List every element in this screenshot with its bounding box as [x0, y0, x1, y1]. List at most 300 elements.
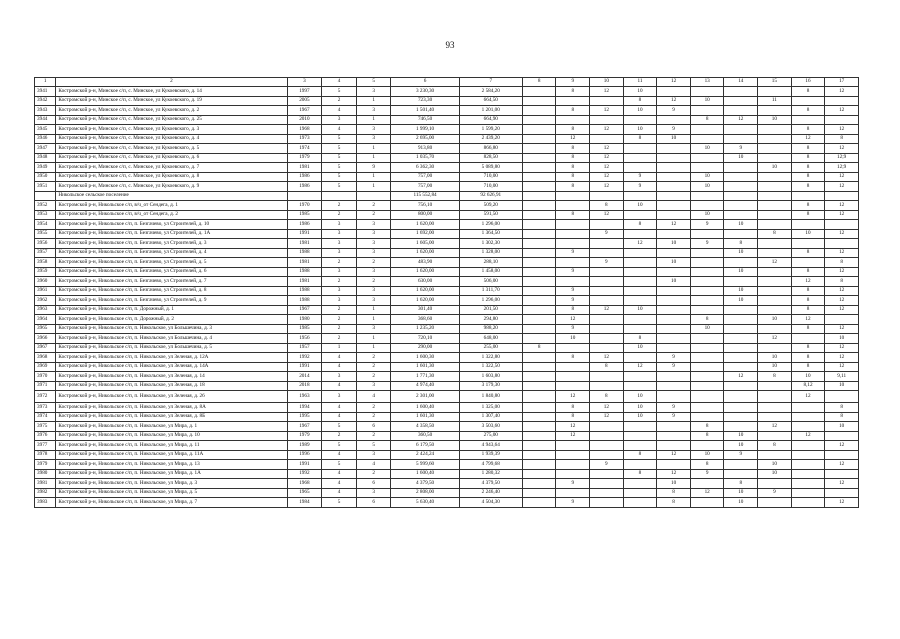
table-cell: 3941 — [35, 87, 56, 97]
table-cell — [758, 248, 792, 258]
table-cell: 8 — [791, 296, 825, 306]
table-cell — [556, 469, 590, 479]
table-cell — [522, 258, 556, 268]
table-cell — [690, 125, 724, 135]
table-cell: 1981 — [287, 239, 322, 249]
table-cell — [690, 134, 724, 144]
table-cell: 9 — [758, 488, 792, 498]
table-cell: 3975 — [35, 422, 56, 432]
table-cell — [556, 191, 590, 201]
table-cell: 8 — [690, 431, 724, 441]
table-cell: 3966 — [35, 334, 56, 344]
table-cell: 3 230,30 — [391, 87, 459, 97]
table-cell: Костромской р-н, Никольское с/п, п. Никольское, ул Мира, д. 13 — [56, 460, 287, 470]
table-cell — [657, 248, 691, 258]
table-cell — [758, 153, 792, 163]
table-cell: 3 — [322, 248, 357, 258]
table-cell: 509,20 — [459, 201, 522, 211]
table-cell: 9 — [556, 498, 590, 508]
table-cell: 10 — [724, 441, 758, 451]
table-cell: 10 — [825, 381, 859, 391]
table-cell — [657, 115, 691, 125]
table-cell: 1973 — [287, 134, 322, 144]
table-cell — [556, 460, 590, 470]
table-cell: 8 — [623, 469, 657, 479]
table-cell: 12 — [590, 87, 624, 97]
table-cell — [522, 372, 556, 382]
table-cell — [724, 277, 758, 287]
table-cell — [724, 334, 758, 344]
table-cell — [724, 87, 758, 97]
table-cell: 10 — [724, 488, 758, 498]
table-cell: 10 — [623, 412, 657, 422]
column-header: 12 — [657, 78, 691, 87]
table-cell: 1 600,40 — [391, 469, 459, 479]
table-cell — [623, 441, 657, 451]
table-cell: 8 — [825, 258, 859, 268]
table-cell: 1 458,00 — [459, 267, 522, 277]
table-cell: 1992 — [287, 353, 322, 363]
table-row — [35, 106, 859, 116]
table-row — [35, 324, 859, 334]
table-cell — [690, 258, 724, 268]
table-cell: 10 — [623, 403, 657, 413]
table-cell: 12 — [556, 391, 590, 403]
table-cell: 2 — [356, 412, 391, 422]
table-cell: 1 — [356, 334, 391, 344]
table-cell: 3 — [356, 220, 391, 230]
table-cell: 12 — [556, 134, 590, 144]
table-cell: 4 799,68 — [459, 460, 522, 470]
table-cell — [590, 324, 624, 334]
table-cell — [657, 87, 691, 97]
table-row — [35, 182, 859, 192]
table-cell: 368,60 — [391, 315, 459, 325]
table-cell — [522, 422, 556, 432]
table-cell: 10 — [623, 87, 657, 97]
table-cell: 3973 — [35, 403, 56, 413]
table-cell — [791, 422, 825, 432]
table-cell — [522, 286, 556, 296]
column-header: 3 — [287, 78, 322, 87]
table-cell — [758, 296, 792, 306]
table-cell: Костромской р-н, Никольское с/п, п. Никольское, ул Зеленая, д. 26 — [56, 391, 287, 403]
table-cell: 1979 — [287, 153, 322, 163]
table-cell — [758, 450, 792, 460]
table-cell: 10 — [724, 220, 758, 230]
table-cell: 12 — [590, 172, 624, 182]
table-cell: 2 — [356, 258, 391, 268]
table-cell: 8 — [791, 362, 825, 372]
table-cell — [623, 258, 657, 268]
table-cell: 12 — [791, 134, 825, 144]
table-cell: 12 — [556, 315, 590, 325]
table-cell — [657, 144, 691, 154]
table-row — [35, 191, 859, 201]
table-cell — [590, 450, 624, 460]
table-cell: Костромской р-н, Никольское с/п, в/ч_от Сендега, д. 1 — [56, 201, 287, 211]
table-cell: Костромской р-н, Минское с/п, с. Минское, ул Кукоевского, д. 4 — [56, 134, 287, 144]
table-cell — [791, 191, 825, 201]
table-cell — [522, 248, 556, 258]
table-cell: 8 — [791, 305, 825, 315]
table-row — [35, 172, 859, 182]
table-cell — [657, 229, 691, 239]
table-cell: 2 — [356, 372, 391, 382]
table-cell — [791, 488, 825, 498]
table-cell: 8 — [556, 106, 590, 116]
table-cell — [657, 422, 691, 432]
table-cell — [791, 220, 825, 230]
table-cell — [758, 277, 792, 287]
table-cell: 12 — [825, 498, 859, 508]
table-cell — [623, 422, 657, 432]
table-cell — [522, 115, 556, 125]
table-cell: 8 — [791, 210, 825, 220]
table-cell: 8 — [758, 441, 792, 451]
table-cell — [825, 431, 859, 441]
table-cell — [623, 144, 657, 154]
table-cell — [758, 191, 792, 201]
table-cell — [623, 353, 657, 363]
table-cell: 8 — [590, 201, 624, 211]
table-cell: 12 — [556, 422, 590, 432]
table-cell: 12 — [724, 115, 758, 125]
table-cell: 12 — [590, 403, 624, 413]
table-cell: 10 — [657, 479, 691, 489]
table-cell — [590, 115, 624, 125]
table-row — [35, 353, 859, 363]
table-cell: 8 — [590, 391, 624, 403]
table-cell: 913,80 — [391, 144, 459, 154]
table-cell — [690, 277, 724, 287]
table-cell — [690, 153, 724, 163]
table-cell — [623, 267, 657, 277]
table-cell: 8 — [556, 87, 590, 97]
table-row — [35, 96, 859, 106]
table-cell: 3956 — [35, 239, 56, 249]
table-cell: 4 — [322, 488, 357, 498]
table-cell: 12 — [825, 229, 859, 239]
table-cell — [825, 96, 859, 106]
table-cell: 1 296,00 — [459, 296, 522, 306]
table-cell — [791, 403, 825, 413]
table-cell: 8 — [623, 450, 657, 460]
table-cell: 2 — [322, 277, 357, 287]
table-cell: 1 235,20 — [391, 324, 459, 334]
table-cell: 6 — [356, 479, 391, 489]
table-cell: 2 — [322, 315, 357, 325]
table-cell — [590, 191, 624, 201]
table-cell — [690, 381, 724, 391]
table-cell: 9 — [623, 172, 657, 182]
housing-register-table — [34, 77, 859, 508]
table-cell — [724, 343, 758, 353]
table-cell — [758, 172, 792, 182]
table-row — [35, 362, 859, 372]
table-cell — [590, 372, 624, 382]
column-header: 11 — [623, 78, 657, 87]
page-number: 93 — [445, 40, 455, 50]
table-row — [35, 469, 859, 479]
table-cell: 3949 — [35, 163, 56, 173]
table-cell — [522, 163, 556, 173]
table-cell: 12 — [825, 125, 859, 135]
table-cell: 10 — [724, 267, 758, 277]
table-cell: 3 503,60 — [459, 422, 522, 432]
table-cell: 290,00 — [391, 343, 459, 353]
table-cell — [522, 239, 556, 249]
table-cell: 3963 — [35, 305, 56, 315]
table-cell: 3964 — [35, 315, 56, 325]
table-cell: Костромской р-н, Никольское с/п, п. Никольское, ул Большечина, д. 5 — [56, 343, 287, 353]
table-row — [35, 87, 859, 97]
table-cell: 201,50 — [459, 305, 522, 315]
table-cell — [724, 191, 758, 201]
table-cell: 12 — [825, 324, 859, 334]
table-cell: 9 — [657, 106, 691, 116]
table-cell: 12 — [825, 267, 859, 277]
table-cell: 1 939,39 — [459, 450, 522, 460]
table-cell: 1968 — [287, 125, 322, 135]
table-cell: 12 — [791, 391, 825, 403]
table-cell: 1 620,00 — [391, 267, 459, 277]
table-row — [35, 334, 859, 344]
table-cell: 1 — [356, 315, 391, 325]
table-cell: 9 — [556, 248, 590, 258]
table-row — [35, 343, 859, 353]
table-cell — [690, 372, 724, 382]
table-cell: 8 — [758, 372, 792, 382]
table-cell — [758, 305, 792, 315]
table-cell: Костромской р-н, Никольское с/п, п. Никольское, ул Мира, д. 3 — [56, 479, 287, 489]
table-cell — [590, 134, 624, 144]
table-cell: 1988 — [287, 248, 322, 258]
table-cell: 1995 — [287, 412, 322, 422]
table-cell: 3 — [322, 267, 357, 277]
table-cell: 10 — [724, 498, 758, 508]
table-cell — [657, 343, 691, 353]
table-cell — [590, 239, 624, 249]
table-cell — [724, 403, 758, 413]
table-cell — [690, 163, 724, 173]
table-cell: 1981 — [287, 163, 322, 173]
table-cell: 3 — [322, 296, 357, 306]
table-row — [35, 163, 859, 173]
table-cell: 10 — [690, 182, 724, 192]
table-cell: 8 — [623, 220, 657, 230]
table-cell: 866,80 — [459, 144, 522, 154]
table-cell: 4 358,50 — [391, 422, 459, 432]
table-cell: 3978 — [35, 450, 56, 460]
table-cell: Костромской р-н, Никольское с/п, п. Никольское, ул Зеленая, д. 8А — [56, 403, 287, 413]
table-row — [35, 381, 859, 391]
table-cell: 1968 — [287, 479, 322, 489]
table-cell: 4 — [322, 450, 357, 460]
table-cell: 2 — [322, 305, 357, 315]
table-row — [35, 460, 859, 470]
table-cell: 3983 — [35, 498, 56, 508]
table-cell: 5 — [322, 163, 357, 173]
table-cell — [791, 334, 825, 344]
table-cell — [522, 172, 556, 182]
table-cell: 1992 — [287, 469, 322, 479]
table-cell: 5 — [356, 441, 391, 451]
table-cell: 1994 — [287, 403, 322, 413]
table-cell — [690, 479, 724, 489]
table-cell: 12 — [825, 362, 859, 372]
table-cell: 8 — [825, 277, 859, 287]
table-cell: 12 — [825, 305, 859, 315]
table-cell — [657, 324, 691, 334]
table-cell: 12 — [825, 248, 859, 258]
table-cell: 3979 — [35, 460, 56, 470]
table-row — [35, 229, 859, 239]
table-cell: Костромской р-н, Минское с/п, с. Минское, ул Кукоевского, д. 19 — [56, 96, 287, 106]
table-cell: 4 — [322, 479, 357, 489]
table-cell: 1 035,70 — [391, 153, 459, 163]
table-cell: 12 — [590, 125, 624, 135]
table-cell: 2 — [322, 210, 357, 220]
table-cell — [758, 210, 792, 220]
table-cell: Костромской р-н, Минское с/п, с. Минское, ул Кукоевского, д. 5 — [56, 144, 287, 154]
table-cell — [791, 258, 825, 268]
table-cell: 10 — [690, 172, 724, 182]
table-cell: 4 — [356, 391, 391, 403]
table-cell: Костромской р-н, Минское с/п, с. Минское, ул Кукоевского, д. 6 — [56, 153, 287, 163]
table-cell: 3955 — [35, 229, 56, 239]
table-cell: 2010 — [287, 115, 322, 125]
table-cell — [556, 220, 590, 230]
table-cell — [522, 441, 556, 451]
table-cell — [623, 431, 657, 441]
table-cell: 12 — [590, 353, 624, 363]
table-cell: Костромской р-н, Никольское с/п, п. Никольское, ул Мира, д. 1А — [56, 469, 287, 479]
table-cell: 1986 — [287, 182, 322, 192]
table-cell — [690, 286, 724, 296]
table-cell: 9 — [724, 450, 758, 460]
table-cell: 3971 — [35, 381, 56, 391]
table-cell — [758, 144, 792, 154]
table-cell: 1 620,00 — [391, 220, 459, 230]
table-cell: Костромской р-н, Никольское с/п, п. Безгачево, ул Строителей, д. 6 — [56, 267, 287, 277]
table-cell — [623, 191, 657, 201]
table-cell: 10 — [623, 305, 657, 315]
table-cell: 8 — [791, 182, 825, 192]
table-cell — [690, 498, 724, 508]
table-cell: 8 — [623, 334, 657, 344]
table-cell — [590, 488, 624, 498]
table-cell: 1963 — [287, 391, 322, 403]
table-cell — [522, 305, 556, 315]
table-cell: Костромской р-н, Никольское с/п, п. Дорожный, д. 1 — [56, 305, 287, 315]
table-cell: 12 — [657, 469, 691, 479]
table-cell — [522, 391, 556, 403]
table-row — [35, 372, 859, 382]
table-cell: 3 — [322, 229, 357, 239]
table-cell — [657, 172, 691, 182]
table-cell — [690, 305, 724, 315]
table-cell: 4 — [322, 381, 357, 391]
table-row — [35, 134, 859, 144]
column-header: 7 — [459, 78, 522, 87]
table-cell: 8 — [556, 153, 590, 163]
table-cell: 2 808,00 — [391, 488, 459, 498]
table-cell: 1 620,00 — [391, 286, 459, 296]
table-cell: 10 — [657, 258, 691, 268]
table-cell — [758, 391, 792, 403]
table-cell: 12 — [590, 163, 624, 173]
table-cell — [825, 115, 859, 125]
table-cell: 10 — [724, 248, 758, 258]
column-number-row — [35, 78, 859, 87]
table-cell — [690, 334, 724, 344]
table-cell: 3948 — [35, 153, 56, 163]
table-cell — [590, 296, 624, 306]
table-cell: 8 — [791, 343, 825, 353]
table-cell: 12 — [590, 182, 624, 192]
table-cell — [724, 381, 758, 391]
table-cell: 10 — [758, 460, 792, 470]
table-cell: 2 — [322, 431, 357, 441]
table-cell: 12 — [590, 153, 624, 163]
table-cell: 710,00 — [459, 182, 522, 192]
table-cell — [522, 267, 556, 277]
table-cell — [657, 460, 691, 470]
table-cell: Костромской р-н, Никольское с/п, п. Безгачево, ул Строителей, д. 5 — [56, 258, 287, 268]
table-cell: 12 — [825, 441, 859, 451]
table-cell: Костромской р-н, Никольское с/п, п. Безгачево, ул Строителей, д. 3 — [56, 239, 287, 249]
table-cell — [758, 431, 792, 441]
table-cell: Костромской р-н, Никольское с/п, п. Безгачево, ул Строителей, д. 1А — [56, 229, 287, 239]
table-cell — [724, 469, 758, 479]
table-cell: Костромской р-н, Никольское с/п, п. Безгачево, ул Строителей, д. 4 — [56, 248, 287, 258]
table-cell: Костромской р-н, Никольское с/п, п. Никольское, ул Мира, д. 1 — [56, 422, 287, 432]
table-cell: 4 — [322, 403, 357, 413]
table-cell: 10 — [825, 334, 859, 344]
table-cell: 12 — [724, 372, 758, 382]
table-cell — [758, 267, 792, 277]
table-cell — [657, 286, 691, 296]
table-cell: 2 — [356, 431, 391, 441]
table-row — [35, 441, 859, 451]
column-header: 5 — [356, 78, 391, 87]
table-cell — [356, 191, 391, 201]
table-cell — [522, 362, 556, 372]
table-cell: 1 325,00 — [459, 403, 522, 413]
table-row — [35, 125, 859, 135]
table-cell — [690, 191, 724, 201]
table-cell: 9 — [690, 220, 724, 230]
table-cell — [522, 403, 556, 413]
table-cell: 8 — [825, 134, 859, 144]
table-cell: 255,00 — [459, 343, 522, 353]
table-row — [35, 431, 859, 441]
table-cell — [791, 115, 825, 125]
table-cell: 2 — [356, 210, 391, 220]
table-cell — [522, 381, 556, 391]
table-cell: 1 — [356, 172, 391, 182]
table-cell — [758, 134, 792, 144]
table-cell — [724, 163, 758, 173]
table-cell — [522, 87, 556, 97]
table-cell: 8 — [791, 125, 825, 135]
table-cell: 5 — [322, 153, 357, 163]
table-cell: 9 — [724, 144, 758, 154]
table-cell — [657, 163, 691, 173]
table-cell — [758, 498, 792, 508]
table-cell — [522, 134, 556, 144]
